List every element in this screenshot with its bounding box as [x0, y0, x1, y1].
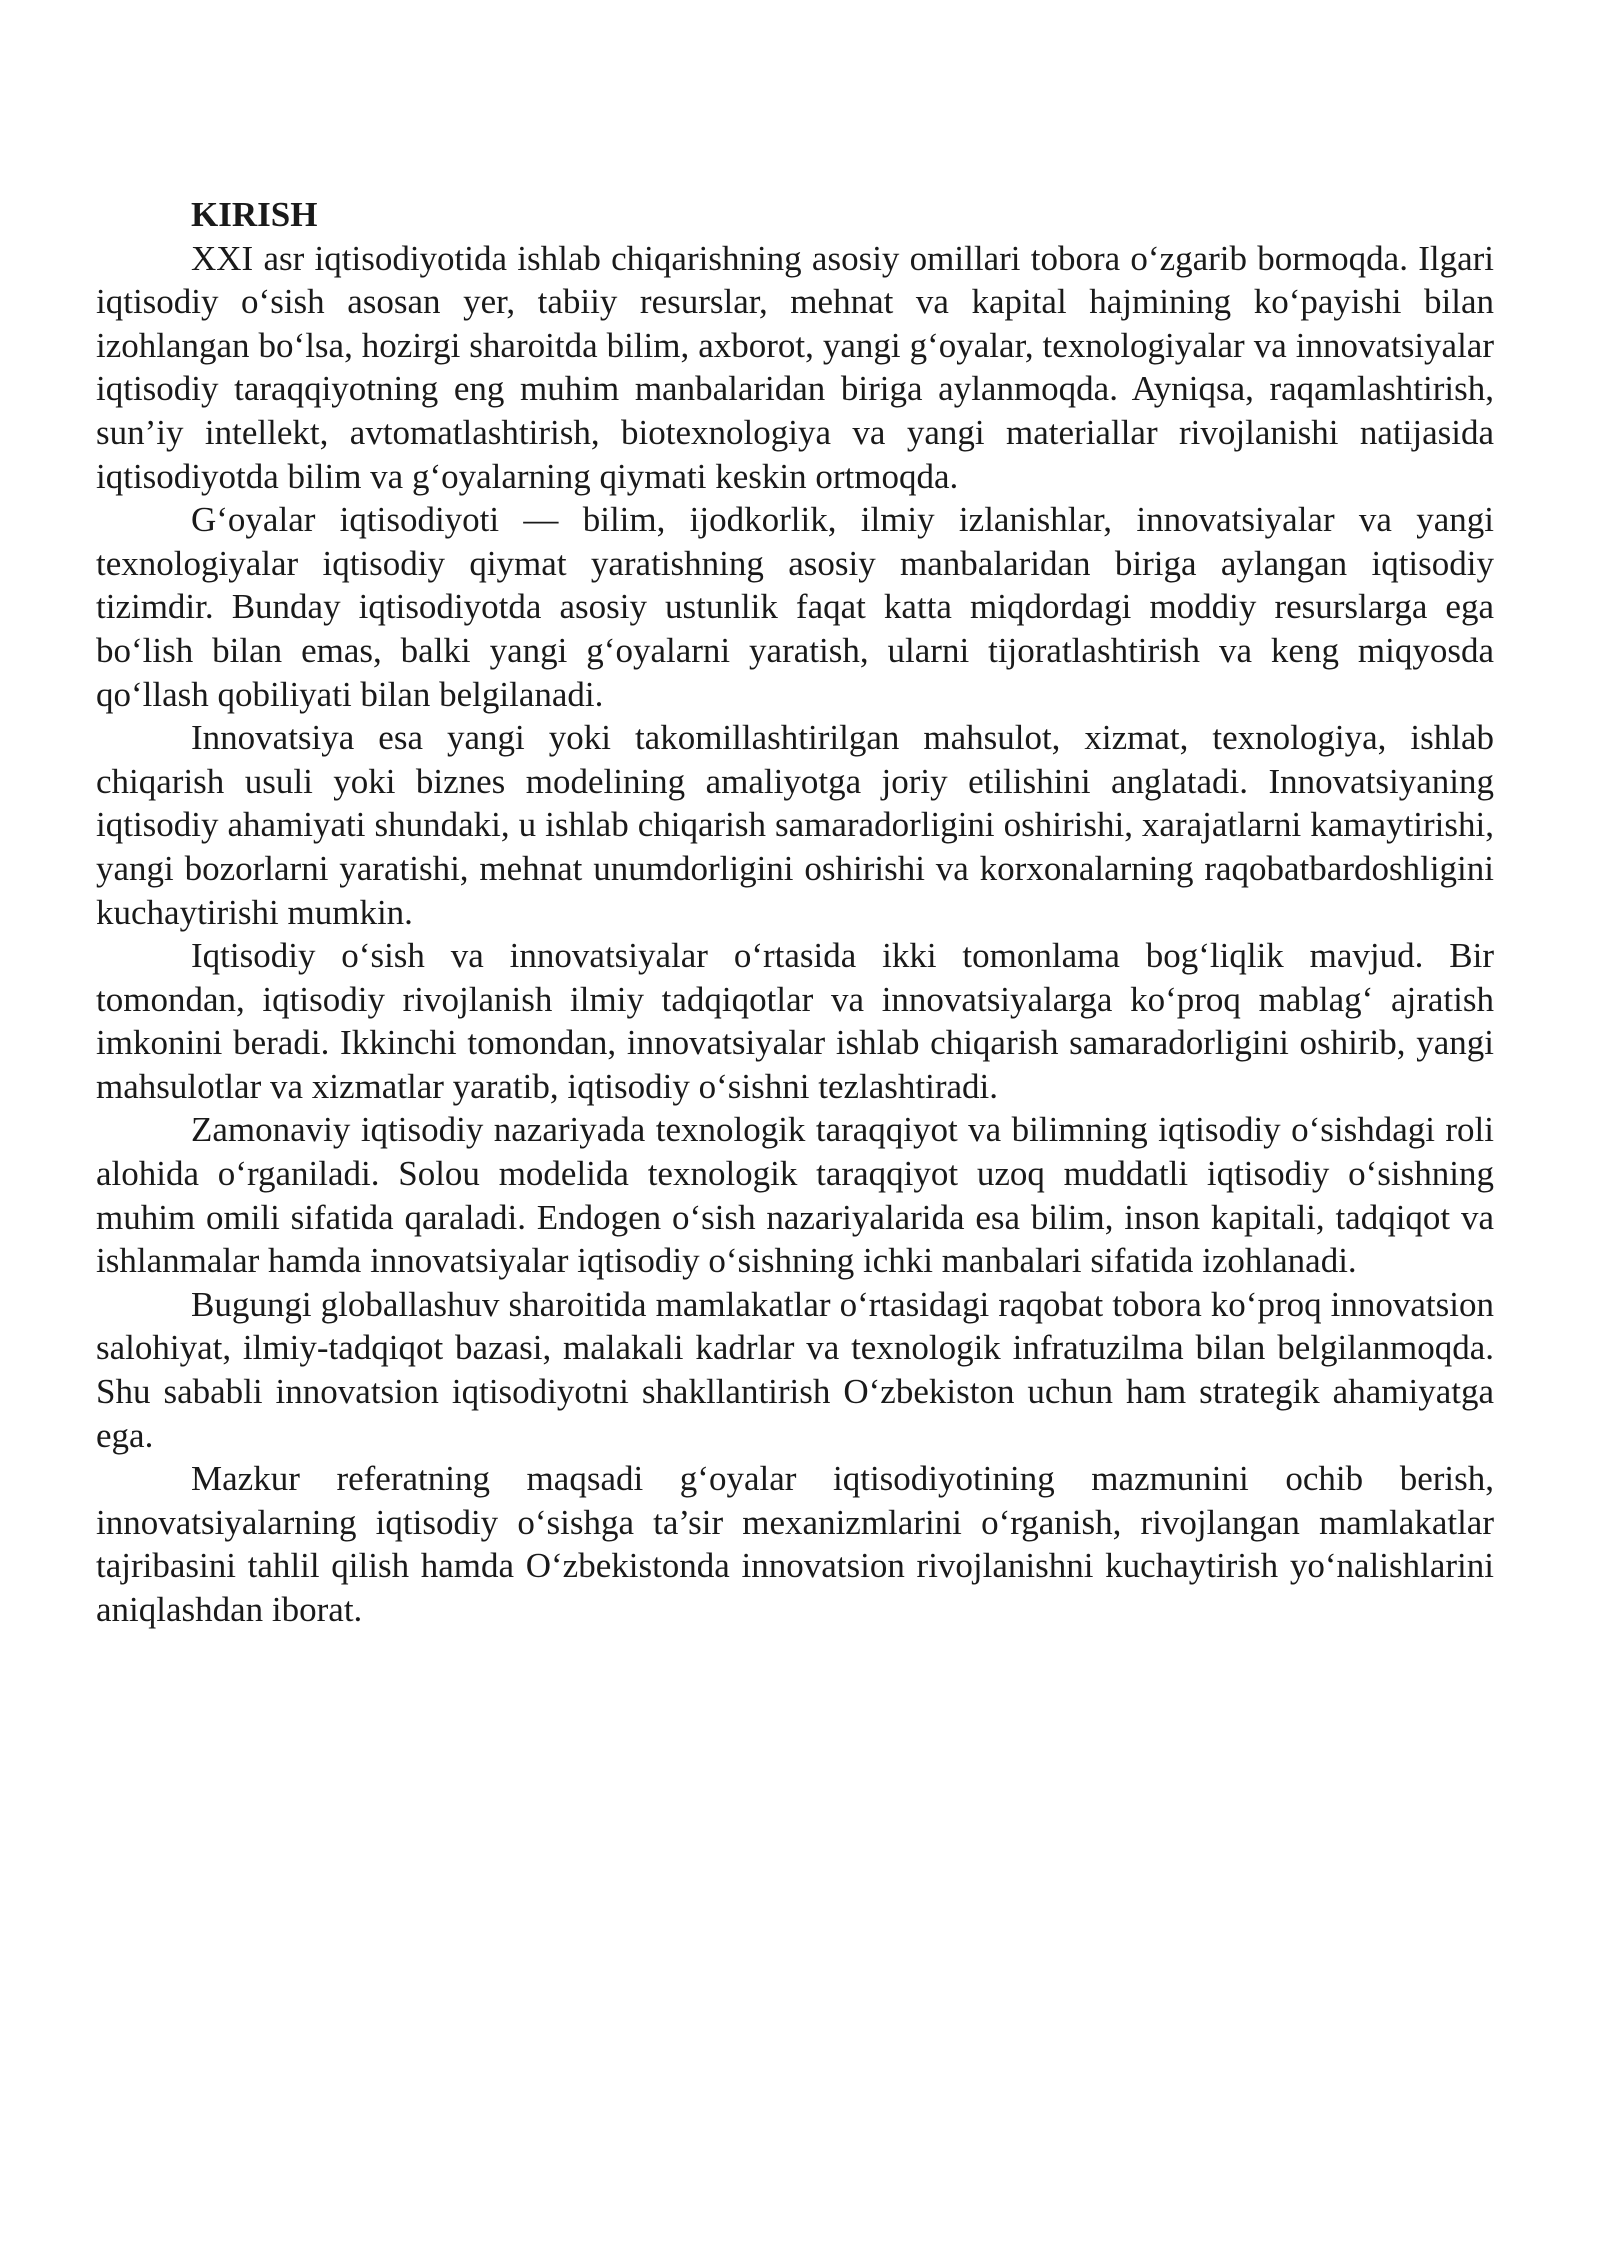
paragraph-3: Innovatsiya esa yangi yoki takomillashtirilgan mahsulot, xizmat, texnologiya, ishlab chiqarish usuli yoki biznes modelining amaliyotga joriy etilishini anglatadi. Innovatsiyaning iqtisodiy ahamiyati shundaki, u ishlab chiqarish samaradorligini oshirishi, xarajatlarni kamaytirishi, yangi bozorlarni yaratishi, mehnat unumdorligini oshirishi va korxonalarning raqobatbardoshligini kuchaytirishi mumkin. [96, 718, 1494, 932]
paragraph-6: Bugungi globallashuv sharoitida mamlakatlar oʻrtasidagi raqobat tobora koʻproq innovatsion salohiyat, ilmiy-tadqiqot bazasi, malakali kadrlar va texnologik infratuzilma bilan belgilanmoqda. Shu sababli innovatsion iqtisodiyotni shakllantirish Oʻzbekiston uchun ham strategik ahamiyatga ega. [96, 1284, 1494, 1455]
paragraph-5: Zamonaviy iqtisodiy nazariyada texnologik taraqqiyot va bilimning iqtisodiy oʻsishdagi roli alohida oʻrganiladi. Solou modelida texnologik taraqqiyot uzoq muddatli iqtisodiy oʻsishning muhim omili sifatida qaraladi. Endogen oʻsish nazariyalarida esa bilim, inson kapitali, tadqiqot va ishlanmalar hamda innovatsiyalar iqtisodiy oʻsishning ichki manbalari sifatida izohlanadi. [96, 1110, 1494, 1281]
section-heading: KIRISH [191, 195, 318, 234]
document-body [96, 193, 1494, 1632]
paragraph-2: Gʻoyalar iqtisodiyoti — bilim, ijodkorlik, ilmiy izlanishlar, innovatsiyalar va yangi texnologiyalar iqtisodiy qiymat yaratishning asosiy manbalaridan biriga aylangan iqtisodiy tizimdir. Bunday iqtisodiyotda asosiy ustunlik faqat katta miqdordagi moddiy resurslarga ega boʻlish bilan emas, balki yangi gʻoyalarni yaratish, ularni tijoratlashtirish va keng miqyosda qoʻllash qobiliyati bilan belgilanadi. [96, 500, 1494, 714]
paragraph-4: Iqtisodiy oʻsish va innovatsiyalar oʻrtasida ikki tomonlama bogʻliqlik mavjud. Bir tomondan, iqtisodiy rivojlanish ilmiy tadqiqotlar va innovatsiyalarga koʻproq mablagʻ ajratish imkonini beradi. Ikkinchi tomondan, innovatsiyalar ishlab chiqarish samaradorligini oshirib, yangi mahsulotlar va xizmatlar yaratib, iqtisodiy oʻsishni tezlashtiradi. [96, 936, 1494, 1106]
paragraph-1: XXI asr iqtisodiyotida ishlab chiqarishning asosiy omillari tobora oʻzgarib bormoqda. Ilgari iqtisodiy oʻsish asosan yer, tabiiy resurslar, mehnat va kapital hajmining koʻpayishi bilan izohlangan boʻlsa, hozirgi sharoitda bilim, axborot, yangi gʻoyalar, texnologiyalar va innovatsiyalar iqtisodiy taraqqiyotning eng muhim manbalaridan biriga aylanmoqda. Ayniqsa, raqamlashtirish, sun’iy intellekt, avtomatlashtirish, biotexnologiya va yangi materiallar rivojlanishi natijasida iqtisodiyotda bilim va gʻoyalarning qiymati keskin ortmoqda. [96, 238, 1494, 496]
paragraph-7: Mazkur referatning maqsadi gʻoyalar iqtisodiyotining mazmunini ochib berish, innovatsiyalarning iqtisodiy oʻsishga ta’sir mexanizmlarini oʻrganish, rivojlangan mamlakatlar tajribasini tahlil qilish hamda Oʻzbekistonda innovatsion rivojlanishni kuchaytirish yoʻnalishlarini aniqlashdan iborat. [96, 1459, 1494, 1629]
